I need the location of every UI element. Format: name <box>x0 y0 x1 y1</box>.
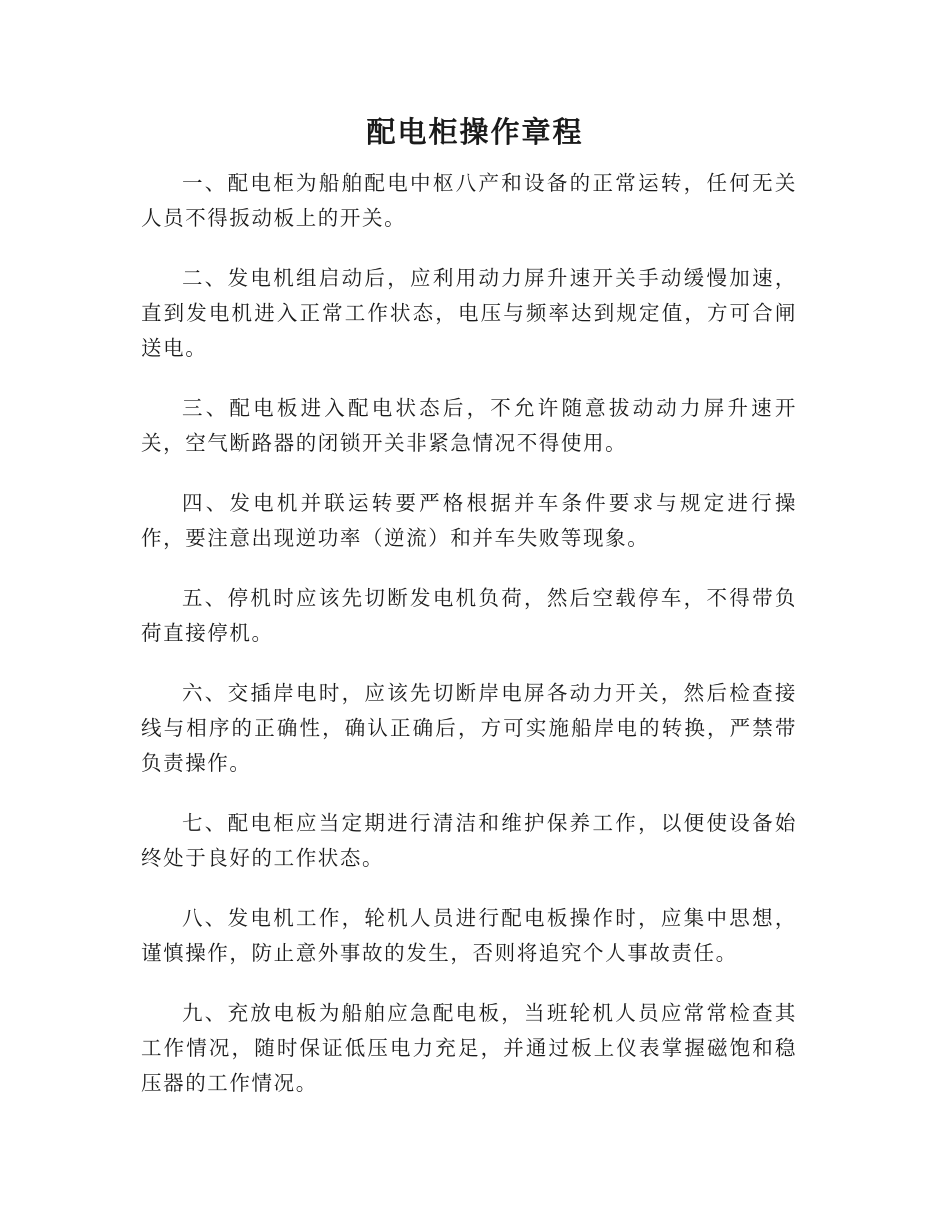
paragraph-7: 七、配电柜应当定期进行清洁和维护保养工作，以便使设备始终处于良好的工作状态。 <box>141 811 797 870</box>
paragraph-4: 四、发电机并联运转要严格根据并车条件要求与规定进行操作，要注意出现逆功率（逆流）和并车失败等现象。 <box>141 491 797 550</box>
paragraph-2: 二、发电机组启动后，应利用动力屏升速开关手动缓慢加速，直到发电机进入正常工作状态，电压与频率达到规定值，方可合闸送电。 <box>141 266 797 360</box>
paragraph-8: 八、发电机工作，轮机人员进行配电板操作时，应集中思想，谨慎操作，防止意外事故的发生，否则将追究个人事故责任。 <box>141 906 797 965</box>
paragraph-3: 三、配电板进入配电状态后，不允许随意拔动动力屏升速开关，空气断路器的闭锁开关非紧急情况不得使用。 <box>141 396 797 455</box>
document-title: 配电柜操作章程 <box>366 115 584 149</box>
document-body <box>141 166 797 1126</box>
paragraph-6: 六、交插岸电时，应该先切断岸电屏各动力开关，然后检查接线与相序的正确性，确认正确后，方可实施船岸电的转换，严禁带负责操作。 <box>141 681 797 775</box>
paragraph-5: 五、停机时应该先切断发电机负荷，然后空载停车，不得带负荷直接停机。 <box>141 586 797 645</box>
paragraph-1: 一、配电柜为船舶配电中枢八产和设备的正常运转，任何无关人员不得扳动板上的开关。 <box>141 171 797 230</box>
paragraph-9: 九、充放电板为船舶应急配电板，当班轮机人员应常常检查其工作情况，随时保证低压电力充足，并通过板上仪表掌握磁饱和稳压器的工作情况。 <box>141 1001 797 1095</box>
